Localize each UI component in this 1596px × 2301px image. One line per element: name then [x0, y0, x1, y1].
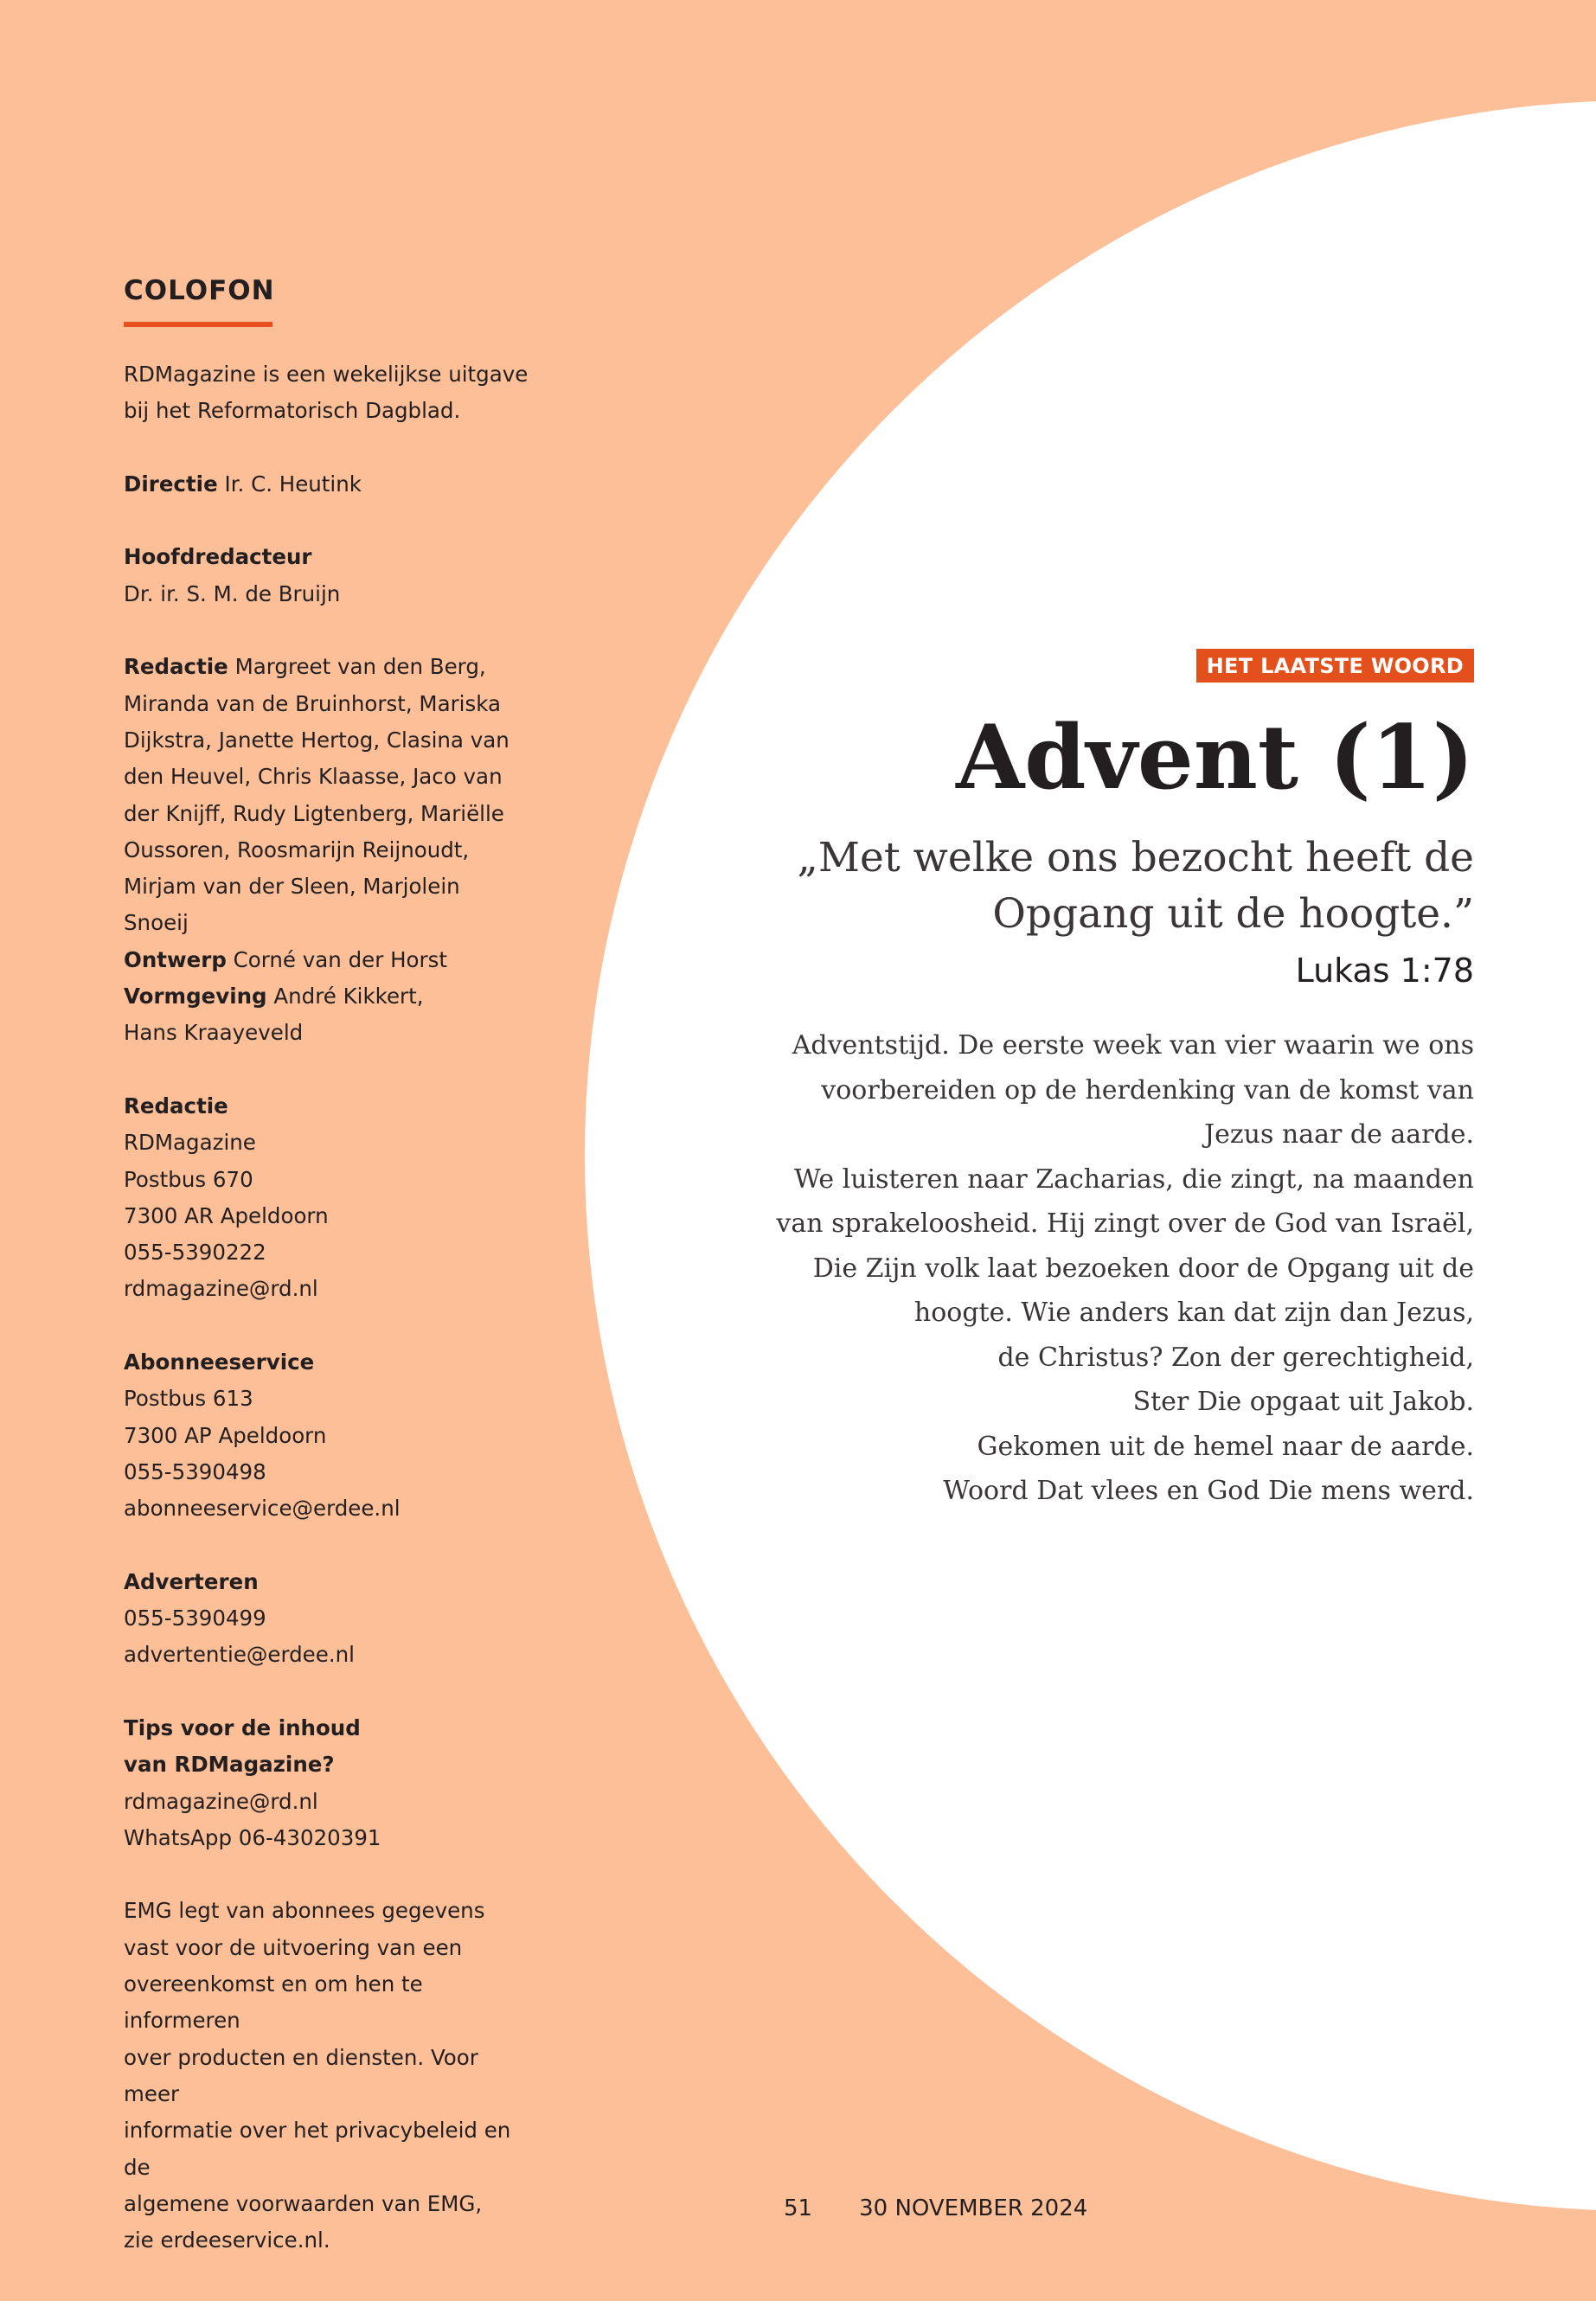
section-badge: HET LAATSTE WOORD — [1196, 649, 1474, 683]
colofon-tips: Tips voor de inhoud van RDMagazine? rdmagazine@rd.nl WhatsApp 06-43020391 — [124, 1715, 381, 1850]
colofon-adverteren: Adverteren 055-5390499 advertentie@erdee.nl — [124, 1568, 355, 1668]
issue-date: 30 NOVEMBER 2024 — [859, 2195, 1088, 2221]
page-footer — [784, 2195, 1087, 2221]
colofon-column — [124, 270, 530, 2259]
colofon-abonneeservice: Abonneeservice Postbus 613 7300 AP Apeldoorn 055-5390498 abonneeservice@erdee.nl — [124, 1349, 401, 1522]
article-title: Advent (1) — [956, 706, 1474, 810]
bible-reference: Lukas 1:78 — [1295, 952, 1474, 990]
article-body: Adventstijd. De eerste week van vier waarin we ons voorbereiden op de herdenking van de komst van Jezus naar de aarde. We luisteren naar Zacharias, die zingt, na maanden van sprakeloosheid. Hij zingt over de God van Israël, Die Zijn volk laat bezoeken door de Opgang uit de hoogte. Wie anders kan dat zijn dan Jezus, de Christus? Zon der gerechtigheid, Ster Die opgaat uit Jakob. Gekomen uit de hemel naar de aarde. Woord Dat vlees en God Die mens werd. — [776, 1030, 1474, 1506]
colofon-intro: RDMagazine is een wekelijkse uitgave bij het Reformatorisch Dagblad. — [124, 362, 529, 424]
advertentie-email-link[interactable]: advertentie@erdee.nl — [124, 1642, 355, 1668]
colofon-directie: Directie Ir. C. Heutink — [124, 471, 362, 497]
page-number: 51 — [784, 2195, 813, 2221]
colofon-redactie-address: Redactie RDMagazine Postbus 670 7300 AR Apeldoorn 055-5390222 rdmagazine@rd.nl — [124, 1093, 329, 1302]
bible-quote: „Met welke ons bezocht heeft de Opgang uit de hoogte.” — [797, 834, 1474, 938]
redactie-email-link[interactable]: rdmagazine@rd.nl — [124, 1276, 318, 1302]
colofon-redactie-team: Redactie Margreet van den Berg, Miranda van de Bruinhorst, Mariska Dijkstra, Janette Hertog, Clasina van den Heuvel, Chris Klaasse, Jaco van der Knijff, Rudy Ligtenberg, Mariëlle Oussoren, Roosmarijn Reijnoudt, Mirjam van der Sleen, Marjolein Snoeij Ontwerp Corné van der Horst Vormgeving André Kikkert, Hans Kraayeveld — [124, 654, 510, 1046]
colofon-privacy: EMG legt van abonnees gegevens vast voor de uitvoering van een overeenkomst en om hen te informeren over producten en diensten. Voor meer informatie over het privacybeleid en de algemene voorwaarden van EMG, zie erdeeservice.nl. — [124, 1898, 511, 2253]
abonneeservice-email-link[interactable]: abonneeservice@erdee.nl — [124, 1496, 401, 1522]
article-column — [765, 649, 1474, 1514]
colofon-hoofdredacteur: Hoofdredacteur Dr. ir. S. M. de Bruijn — [124, 544, 341, 606]
privacy-site-link[interactable]: zie erdeeservice.nl. — [124, 2227, 330, 2253]
colofon-underline — [124, 322, 272, 327]
tips-email-link[interactable]: rdmagazine@rd.nl — [124, 1788, 318, 1814]
colofon-title: COLOFON — [124, 275, 275, 306]
